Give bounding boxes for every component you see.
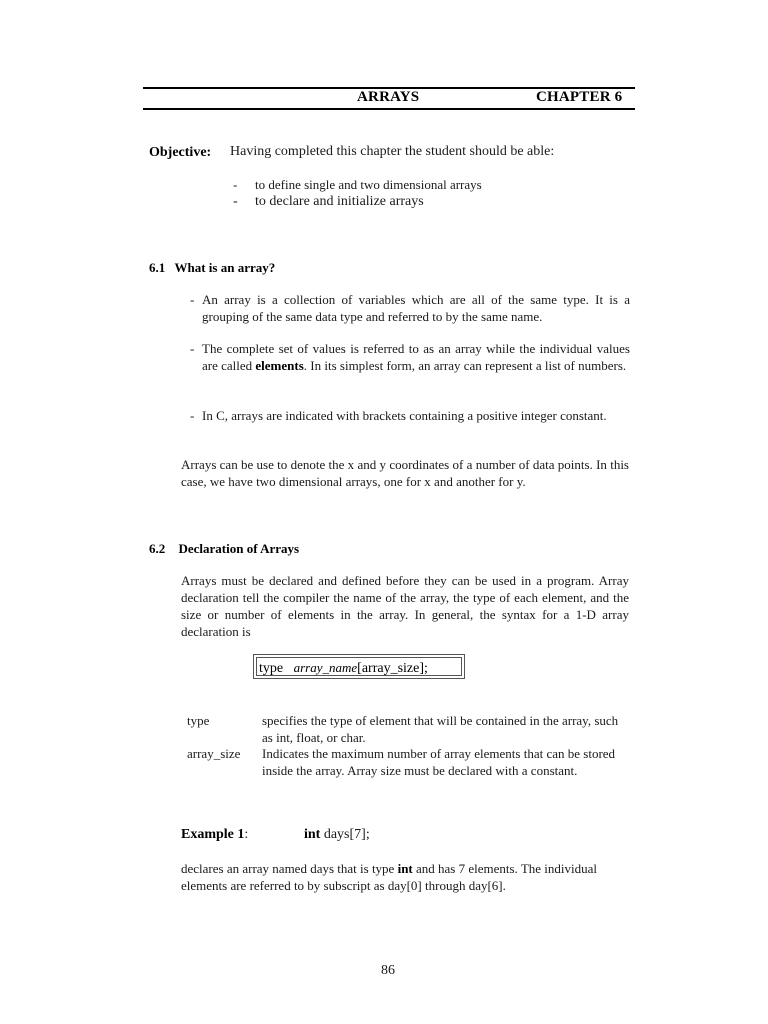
example-code xyxy=(304,826,370,843)
objective-text: Having completed this chapter the student should be able: xyxy=(230,144,555,159)
example-label xyxy=(181,826,248,843)
list-item-text xyxy=(202,340,630,374)
objective-item-text: to define single and two dimensional arrays xyxy=(255,177,482,192)
example-colon: : xyxy=(244,827,249,842)
syntax-text xyxy=(256,657,462,676)
bullet-dash: - xyxy=(233,194,238,209)
list-item-text: An array is a collection of variables which are all of the same type. It is a grouping of the same data type and referred to by the same name. xyxy=(202,292,630,324)
bold-term: int xyxy=(397,861,413,876)
definition-desc: Indicates the maximum number of array elements that can be stored inside the array. Array size must be declared with a constant. xyxy=(262,746,616,778)
objective-item xyxy=(233,193,424,210)
bullet-dash: - xyxy=(190,341,195,356)
list-item xyxy=(190,340,630,374)
list-item xyxy=(190,407,630,424)
text-run: declares an array named days that is type xyxy=(181,861,398,876)
chapter-title: ARRAYS xyxy=(357,89,420,105)
paragraph: Arrays can be use to denote the x and y coordinates of a number of data points. In this case, we have two dimensional arrays, one for x and another for y. xyxy=(181,457,629,489)
section-title: What is an array? xyxy=(174,260,276,275)
code-keyword: int xyxy=(304,827,321,842)
list-item xyxy=(190,291,630,325)
section-heading xyxy=(149,259,275,276)
section-number: 6.1 xyxy=(149,260,166,275)
syntax-size: [array_size]; xyxy=(357,661,428,676)
example-description xyxy=(181,860,629,894)
chapter-number: CHAPTER 6 xyxy=(536,89,623,105)
objective-item xyxy=(233,176,482,193)
bullet-dash: - xyxy=(190,292,195,307)
objective-label: Objective: xyxy=(149,145,212,160)
example-title: Example 1 xyxy=(181,827,245,842)
bold-term: elements xyxy=(255,358,304,373)
text-run: . In its simplest form, an array can represent a list of numbers. xyxy=(303,358,627,373)
section-title: Declaration of Arrays xyxy=(178,541,300,556)
text-run: The complete set of values is referred to as an array while the individual values are called xyxy=(202,341,630,373)
paragraph: Arrays must be declared and defined before they can be used in a program. Array declaration tell the compiler the name of the array, the type of each element, and the size or number of elements in the array. In general, the syntax for a 1-D array declaration is xyxy=(181,573,629,639)
section-number: 6.2 xyxy=(149,541,166,556)
syntax-type: type xyxy=(259,661,284,676)
section-heading xyxy=(149,540,299,557)
text-run: and has 7 elements. The individual elements are referred to by subscript as day[0] through day[6]. xyxy=(181,861,597,893)
bullet-dash: - xyxy=(233,177,238,192)
code-rest: days[7]; xyxy=(320,827,370,842)
syntax-array-name: array_name xyxy=(293,660,358,675)
header-bottom-rule xyxy=(143,108,635,110)
definition-term: type xyxy=(187,713,210,728)
page-number: 86 xyxy=(381,963,395,978)
syntax-box xyxy=(253,654,465,679)
definition-desc: specifies the type of element that will be contained in the array, such as int, float, or char. xyxy=(262,713,619,745)
definition-term: array_size xyxy=(187,746,241,761)
objective-item-text: to declare and initialize arrays xyxy=(255,194,424,209)
list-item-text: In C, arrays are indicated with brackets containing a positive integer constant. xyxy=(202,408,607,423)
bullet-dash: - xyxy=(190,408,195,423)
